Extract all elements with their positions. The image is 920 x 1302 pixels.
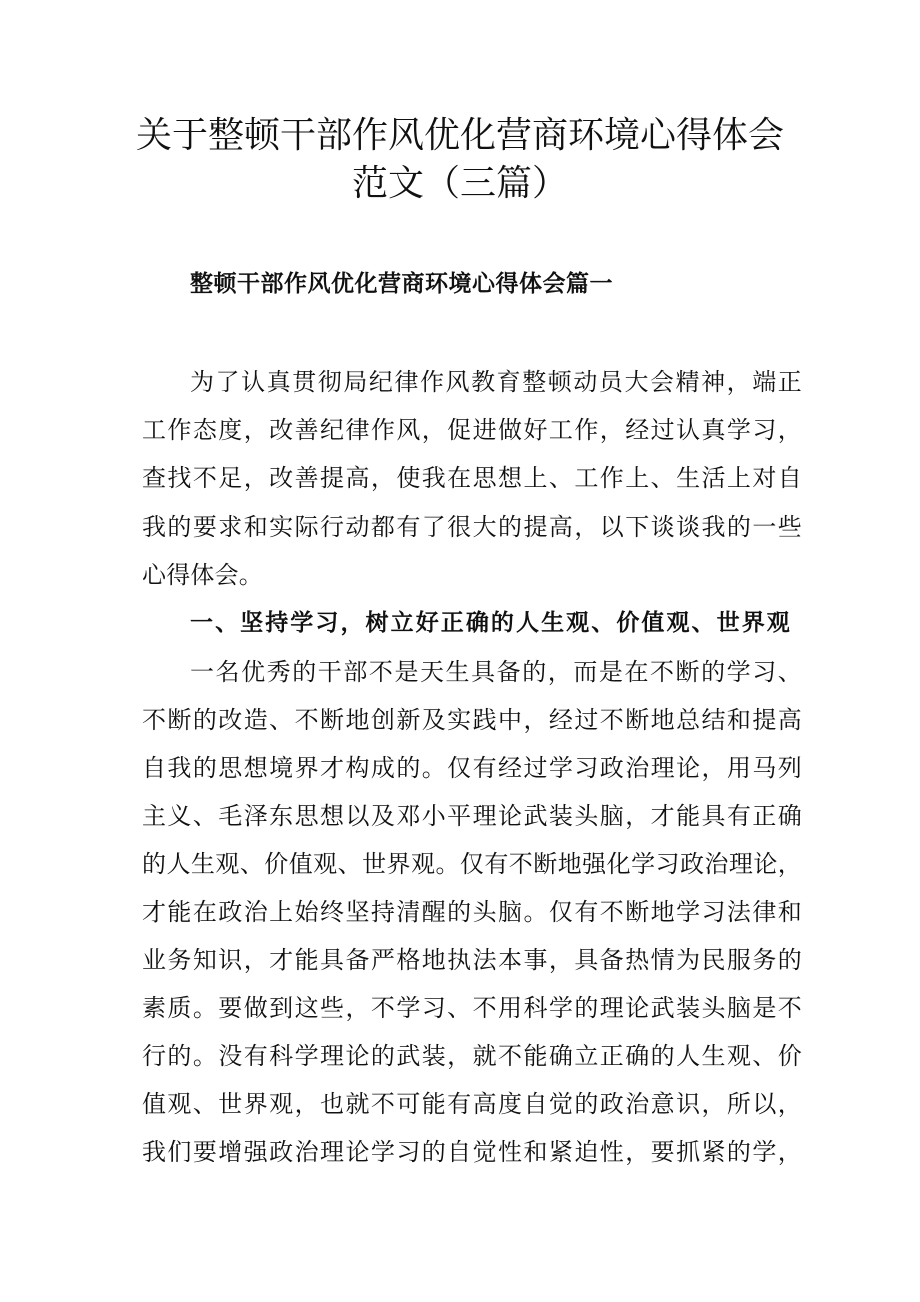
paragraph-2-line: 素质。要做到这些，不学习、不用科学的理论武装头脑是不 bbox=[142, 994, 802, 1022]
paragraph-2-line: 自我的思想境界才构成的。仅有经过学习政治理论，用马列 bbox=[142, 754, 802, 782]
paragraph-1-line: 我的要求和实际行动都有了很大的提高，以下谈谈我的一些 bbox=[142, 513, 802, 541]
paragraph-2-line: 才能在政治上始终坚持清醒的头脑。仅有不断地学习法律和 bbox=[142, 898, 802, 926]
paragraph-1-line: 工作态度，改善纪律作风，促进做好工作，经过认真学习， bbox=[142, 416, 802, 444]
paragraph-2-line: 的人生观、价值观、世界观。仅有不断地强化学习政治理论， bbox=[142, 850, 802, 878]
paragraph-2-line: 业务知识，才能具备严格地执法本事，具备热情为民服务的 bbox=[142, 946, 802, 974]
paragraph-1-line: 查找不足，改善提高，使我在思想上、工作上、生活上对自 bbox=[142, 464, 802, 492]
point-1-heading: 一、坚持学习，树立好正确的人生观、价值观、世界观 bbox=[190, 610, 790, 636]
document-title-line-2: 范文（三篇） bbox=[351, 163, 568, 204]
paragraph-2-line: 不断的改造、不断地创新及实践中，经过不断地总结和提高 bbox=[142, 706, 802, 734]
paragraph-2-line: 主义、毛泽东思想以及邓小平理论武装头脑，才能具有正确 bbox=[142, 802, 802, 830]
document-title-line-1: 关于整顿干部作风优化营商环境心得体会 bbox=[135, 115, 784, 156]
paragraph-2-line: 行的。没有科学理论的武装，就不能确立正确的人生观、价 bbox=[142, 1042, 802, 1070]
paragraph-1-line: 心得体会。 bbox=[142, 561, 263, 589]
paragraph-1-line: 为了认真贯彻局纪律作风教育整顿动员大会精神，端正 bbox=[190, 368, 802, 396]
paragraph-2-line: 值观、世界观，也就不可能有高度自觉的政治意识，所以， bbox=[142, 1090, 802, 1118]
section-heading: 整顿干部作风优化营商环境心得体会篇一 bbox=[190, 271, 613, 297]
paragraph-2-line: 一名优秀的干部不是天生具备的，而是在不断的学习、 bbox=[190, 658, 802, 686]
paragraph-2-line: 我们要增强政治理论学习的自觉性和紧迫性，要抓紧的学， bbox=[142, 1138, 802, 1166]
